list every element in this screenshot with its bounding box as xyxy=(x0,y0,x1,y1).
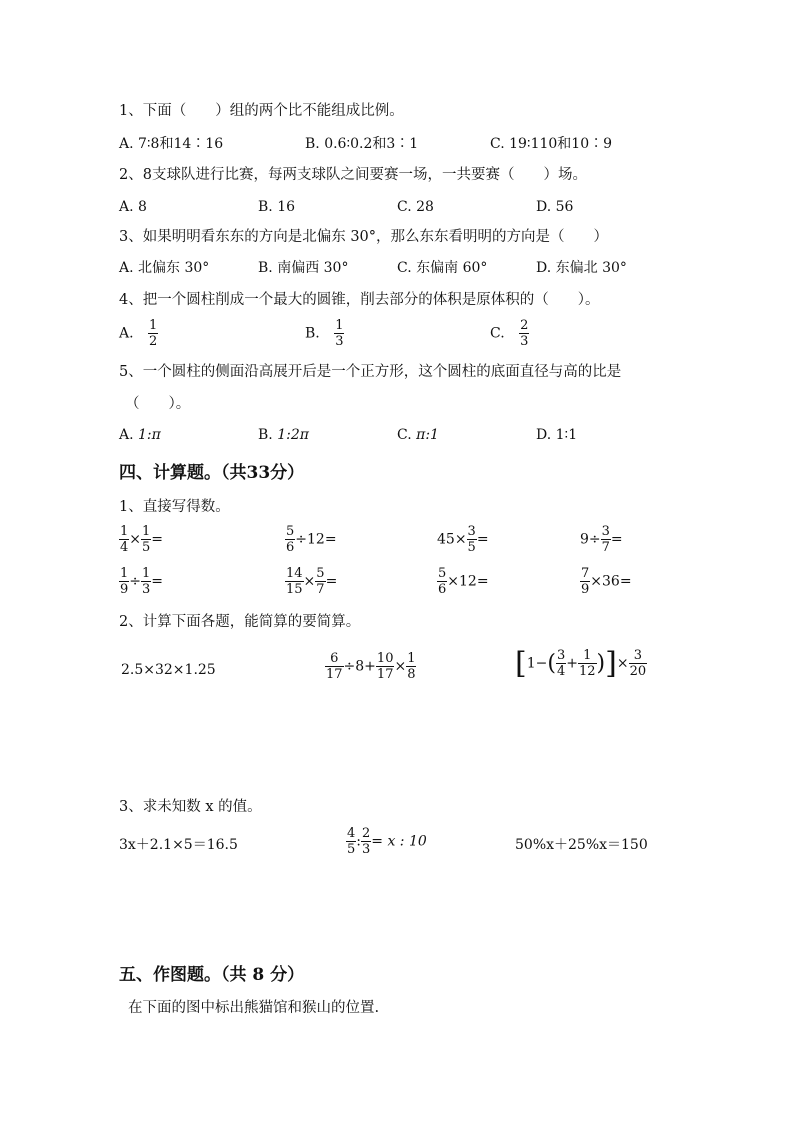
q4-option-a-label: A. xyxy=(119,325,134,342)
q5-text: 5、一个圆柱的侧面沿高展开后是一个正方形，这个圆柱的底面直径与高的比是 xyxy=(119,364,622,380)
q4-option-c-label: C. xyxy=(490,325,505,342)
calc-row2-item4: $\frac{7}{9}$ ×36= xyxy=(581,566,632,597)
calc-row1-item2: $\frac{5}{6}$ ÷12= xyxy=(286,524,337,555)
calc-row1-item3: 45× $\frac{3}{5}$ = xyxy=(437,524,489,555)
q5-option-a: A. 1:π xyxy=(119,427,161,443)
q5-text-cont: （ ）。 xyxy=(125,396,191,412)
calc-problem-1: 2.5×32×1.25 xyxy=(121,662,216,678)
calc-problem-2: $\frac{6}{17}$ ÷8+ $\frac{10}{17}$ × $\frac{1}{8}$ xyxy=(326,651,416,682)
section4-sub1: 1、直接写得数。 xyxy=(119,499,230,515)
section5-text: 在下面的图中标出熊猫馆和猴山的位置. xyxy=(128,1000,380,1016)
section4-title: 四、计算题。（共33分） xyxy=(119,463,305,483)
equation-3: 50%x＋25%x＝150 xyxy=(515,837,648,853)
q4-option-a xyxy=(119,318,158,349)
q1-text: 1、下面（ ）组的两个比不能组成比例。 xyxy=(119,103,404,119)
equation-1: 3x＋2.1×5＝16.5 xyxy=(119,837,238,853)
q5-option-c: C. π:1 xyxy=(397,427,439,443)
left-bracket-icon: [ xyxy=(515,645,527,681)
calc-row2-item1: $\frac{1}{9}$ ÷ $\frac{1}{3}$ = xyxy=(120,566,164,597)
q4-option-c-fraction: $\frac{2}{3}$ xyxy=(520,318,529,349)
q3-text: 3、如果明明看东东的方向是北偏东 30°，那么东东看明明的方向是（ ） xyxy=(119,229,609,245)
q5-option-d: D. 1∶1 xyxy=(536,427,578,443)
q4-option-b xyxy=(305,318,344,349)
q4-option-a-fraction: $\frac{1}{2}$ xyxy=(149,318,158,349)
q2-text: 2、8支球队进行比赛，每两支球队之间要赛一场，一共要赛（ ）场。 xyxy=(119,167,587,183)
calc-problem-3: [1−( $\frac{3}{4}$ + $\frac{1}{12}$ )]× $\frac{3}{20}$ xyxy=(515,645,647,681)
q3-option-b: B. 南偏西 30° xyxy=(258,260,349,276)
calc-row2-item3: $\frac{5}{6}$ ×12= xyxy=(438,566,489,597)
calc-row2-item2: $\frac{14}{15}$ × $\frac{5}{7}$ = xyxy=(286,566,338,597)
q3-option-c: C. 东偏南 60° xyxy=(397,260,488,276)
right-bracket-icon: ] xyxy=(605,645,617,681)
equation-2: $\frac{4}{5}$ : $\frac{2}{3}$ = x : 10 xyxy=(347,826,427,857)
q2-option-a: A. 8 xyxy=(119,199,147,215)
section4-sub3: 3、求未知数 x 的值。 xyxy=(119,799,262,815)
calc-row1-item4: 9÷ $\frac{3}{7}$ = xyxy=(580,524,623,555)
q3-option-a: A. 北偏东 30° xyxy=(119,260,210,276)
q5-option-b: B. 1:2π xyxy=(258,427,309,443)
left-paren-icon: ( xyxy=(547,650,556,676)
section5-title: 五、作图题。（共 8 分） xyxy=(119,965,305,985)
right-paren-icon: ) xyxy=(596,650,606,676)
q4-option-b-label: B. xyxy=(305,325,320,342)
q4-text: 4、把一个圆柱削成一个最大的圆锥，削去部分的体积是原体积的（ ）。 xyxy=(119,292,600,308)
q2-option-c: C. 28 xyxy=(397,199,434,215)
q2-option-d: D. 56 xyxy=(536,199,574,215)
q1-option-a: A. 7∶8和14∶16 xyxy=(119,136,224,152)
q3-option-d: D. 东偏北 30° xyxy=(536,260,627,276)
calc-row1-item1: $\frac{1}{4}$ × $\frac{1}{5}$ = xyxy=(120,524,164,555)
q1-option-b: B. 0.6∶0.2和3∶1 xyxy=(305,136,419,152)
q2-option-b: B. 16 xyxy=(258,199,296,215)
q4-option-c xyxy=(490,318,529,349)
q1-option-c: C. 19∶110和10∶9 xyxy=(490,136,613,152)
section4-sub2: 2、计算下面各题，能简算的要简算。 xyxy=(119,614,361,630)
q4-option-b-fraction: $\frac{1}{3}$ xyxy=(335,318,344,349)
